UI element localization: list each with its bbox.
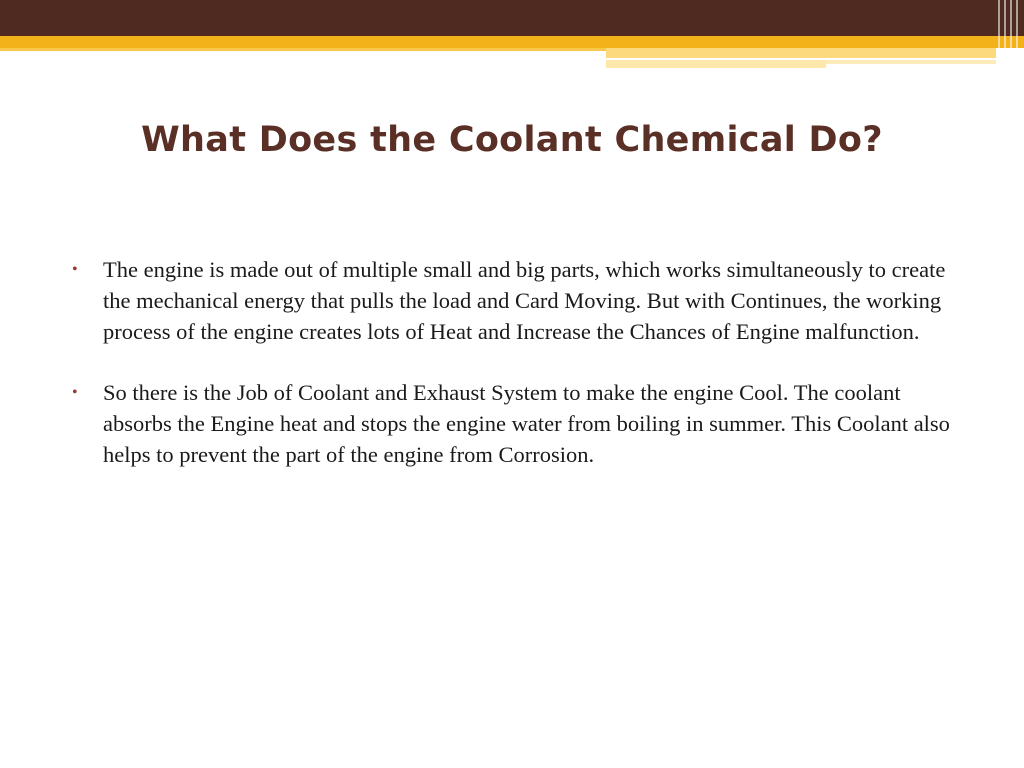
bullet-list (72, 254, 972, 500)
bullet-text: The engine is made out of multiple small and big parts, which works simultaneously to create the mechanical energy that pulls the load and Card Moving. But with Continues, the working process of the engine creates lots of Heat and Increase the Chances of Engine malfunction. (103, 257, 946, 344)
header-stripes (994, 0, 1024, 70)
header-band-gold-thin (0, 48, 606, 51)
header-band-gold (0, 36, 1024, 48)
header-band-dark (0, 0, 1024, 36)
bullet-marker: • (72, 261, 78, 278)
header-accent-bar-2 (606, 60, 826, 68)
header-accent-bar-3 (826, 60, 996, 64)
slide-title: What Does the Coolant Chemical Do? (141, 120, 883, 160)
bullet-text: So there is the Job of Coolant and Exhaust System to make the engine Cool. The coolant absorbs the Engine heat and stops the engine water from boiling in summer. This Coolant also helps to prevent the part of the engine from Corrosion. (103, 380, 950, 467)
bullet-marker: • (72, 384, 78, 401)
header-accent-bar-1 (606, 48, 996, 58)
bullet-item (72, 254, 972, 347)
bullet-item (72, 377, 972, 470)
